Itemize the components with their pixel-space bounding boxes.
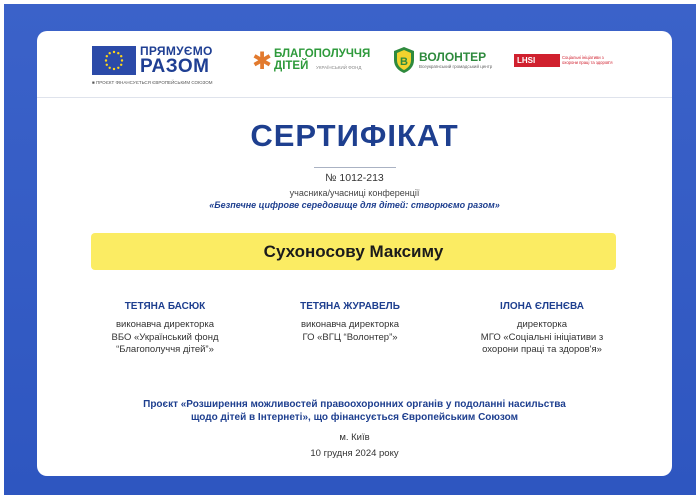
logo-lhsi-name: LHSI — [514, 54, 560, 67]
logo-primo-line1: ПРЯМУЄМО — [140, 44, 213, 58]
signatory-title: виконавча директорка — [300, 319, 400, 330]
eu-flag-icon — [92, 46, 136, 75]
recipient-name: Сухоносову Максиму — [91, 233, 616, 270]
logo-blago-line1: БЛАГОПОЛУЧЧЯ — [274, 48, 371, 60]
certificate-number: № 1012-213 — [325, 172, 384, 184]
certificate-title: СЕРТИФІКАТ — [250, 118, 459, 153]
signatory-title: виконавча директорка — [115, 319, 215, 330]
signatory-2 — [265, 301, 435, 344]
project-line-2: щодо дітей в Інтернеті», що фінансується Європейським Союзом — [190, 412, 519, 423]
signatory-org: охорони праці та здоров'я» — [482, 344, 602, 355]
signatory-org: МГО «Соціальні ініціативи з — [480, 331, 604, 343]
issue-city: м. Київ — [339, 432, 370, 443]
logo-primo-razom — [92, 44, 217, 84]
logo-lhsi — [514, 44, 619, 84]
signatory-org: ГО «ВГЦ “Волонтер”» — [302, 331, 398, 343]
issue-date: 10 грудня 2024 року — [310, 448, 399, 459]
children-figure-icon: ✱ — [252, 48, 273, 75]
participant-label: учасника/учасниці конференції — [289, 188, 420, 198]
shield-icon — [393, 46, 415, 74]
logo-volonter-name: ВОЛОНТЕР — [419, 50, 487, 64]
partner-logos — [37, 31, 672, 96]
signatory-1 — [80, 301, 250, 357]
signatory-name: ТЕТЯНА БАСЮК — [124, 301, 206, 312]
logo-volonter-sub: Всеукраїнський громадський центр — [419, 64, 493, 69]
signatory-name: ТЕТЯНА ЖУРАВЕЛЬ — [300, 301, 400, 312]
signatory-name: ІЛОНА ЄЛЕНЄВА — [500, 301, 584, 312]
logo-blagopoluchchya — [252, 44, 372, 84]
certificate-frame — [4, 4, 696, 495]
logo-lhsi-sub: Соціальні ініціативи з охорони праці та здоров'я — [562, 55, 613, 65]
title-underline — [314, 167, 396, 168]
header-divider — [37, 97, 672, 98]
certificate-card — [37, 31, 672, 476]
svg-text:B: B — [400, 56, 408, 68]
signatory-org: “Благополуччя дітей”» — [116, 344, 214, 355]
project-statement — [37, 398, 672, 424]
project-line-1: Проєкт «Розширення можливостей правоохоронних органів у подоланні насильства — [143, 399, 566, 410]
signatory-title: директорка — [516, 319, 568, 330]
logo-blago-line2: ДІТЕЙ — [274, 60, 309, 72]
logo-blago-sub: УКРАЇНСЬКИЙ ФОНД — [316, 65, 362, 70]
logo-primo-line2: РАЗОМ — [140, 56, 210, 77]
signatory-3 — [457, 301, 627, 357]
conference-name: «Безпечне цифрове середовище для дітей: створюємо разом» — [209, 200, 500, 210]
logo-primo-sub: ■ ПРОЄКТ ФІНАНСУЄТЬСЯ ЄВРОПЕЙСЬКИМ СОЮЗОМ — [92, 80, 213, 85]
logo-volonter — [393, 44, 493, 84]
signatory-org: ВБО «Український фонд — [111, 331, 219, 343]
